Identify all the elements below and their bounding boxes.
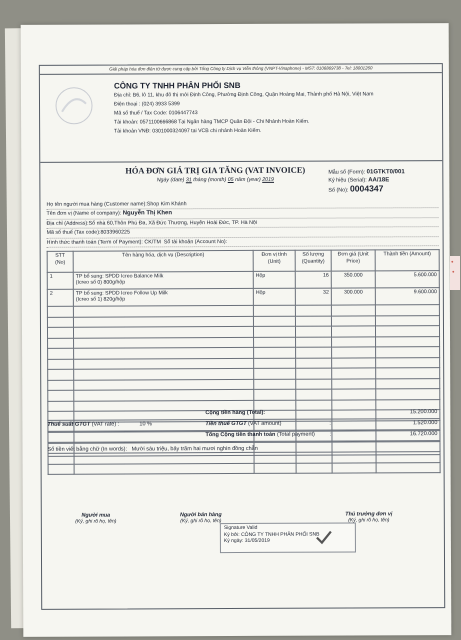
buyer-address-row: Địa chỉ (Address):Số nhà 60,Thôn Phú Đa, Xã Đức Thượng, Huyện Hoài Đức, TP. Hà Nội bbox=[47, 218, 439, 229]
invoice-sheet bbox=[21, 23, 452, 637]
vat-amount-value: 1.520.000 bbox=[412, 420, 438, 427]
seller-name: CÔNG TY TNHH PHÂN PHỐI SNB bbox=[113, 80, 241, 91]
divider bbox=[40, 72, 442, 75]
buyer-info bbox=[46, 199, 438, 248]
valid-check-icon bbox=[316, 531, 332, 545]
header-amount: Thành tiền (Amount) bbox=[375, 250, 439, 271]
provider-line: Giải pháp hóa đơn điện tử được cung cấp bởi Tổng Công ty Dịch vụ Viễn thông (VNPT-Vinaphone) - MST: 0106869738 - Tel: 18001260 bbox=[109, 65, 373, 72]
subtotal-row: Cộng tiền hàng (Total): 15.200.000 bbox=[47, 409, 439, 421]
table-header-row bbox=[47, 250, 439, 273]
buyer-signature: Người mua (Ký, ghi rõ họ, tên) bbox=[75, 512, 117, 525]
company-logo-icon bbox=[52, 84, 96, 128]
row-unit: Hộp bbox=[253, 271, 295, 288]
grand-total-row: Tổng Cộng tiền thanh toán (Total payment) : 16.720.000 bbox=[47, 431, 439, 443]
row-unit-price: 300.000 bbox=[331, 288, 375, 305]
header-quantity: Số lượng (Quantity) bbox=[295, 250, 331, 271]
buyer-company-row: Tên đơn vị (Name of company): Nguyễn Thị Khen bbox=[46, 209, 438, 220]
buyer-customer-row: Họ tên người mua hàng (Customer name):Shop Kim Khánh bbox=[46, 199, 438, 210]
row-no: 1 bbox=[47, 272, 73, 289]
invoice-number: 0004347 bbox=[349, 183, 384, 194]
buyer-payment-row: Hình thức thanh toán (Term of Payment): CK/TM Số tài khoản (Account No): bbox=[47, 237, 439, 248]
header-no: STT (No) bbox=[47, 251, 73, 272]
seller-phone-row: Điện thoại : (024) 3933 5399 bbox=[114, 101, 180, 108]
seller-tax-row: Mã số thuế / Tax Code: 0106447743 bbox=[114, 109, 198, 117]
header-description: Tên hàng hóa, dịch vụ (Description) bbox=[73, 250, 253, 272]
in-words-value: Mười sáu triệu, bảy trăm hai mươi nghìn đồng chẵn bbox=[131, 445, 258, 453]
header-unit-price: Đơn giá (Unit Price) bbox=[331, 250, 375, 271]
row-no: 2 bbox=[47, 289, 73, 306]
row-amount: 9.600.000 bbox=[375, 288, 439, 305]
row-quantity: 32 bbox=[295, 288, 331, 305]
in-words-row: Số tiền viết bằng chữ (In words): Mười sáu triệu, bảy trăm hai mươi nghìn đồng chẵn bbox=[48, 445, 440, 457]
divider bbox=[40, 160, 442, 163]
table-row-empty bbox=[48, 462, 440, 474]
invoice-title-block bbox=[120, 166, 310, 184]
invoice-date: Ngày (date) 31 tháng (month) 05 năm (year) 2019 bbox=[156, 176, 275, 184]
row-description: TP bổ sung: SPDD Icreo Balance Milk (Icreo số 0) 800g/hộp bbox=[73, 271, 253, 289]
serial-code: AA/18E bbox=[368, 177, 390, 184]
header-unit: Đơn vị tính (Unit) bbox=[253, 250, 295, 271]
seller-signature: Người bán hàng (Ký, ghi rõ họ, tên) bbox=[179, 512, 222, 525]
invoice-serial-block: Mẫu số (Form): 01GTKT0/001 Ký hiệu (Serial): AA/18E Số (No): 0004347 bbox=[328, 169, 405, 194]
digital-signature-stamp: Signature Valid Ký bởi: CÔNG TY TNHH PHÂN PHỐI SNB Ký ngày: 31/05/2019 bbox=[220, 522, 356, 553]
seller-account2-row: Tài khoản VNĐ: 0301000324097 tại VCB chi nhánh Hoàn Kiếm. bbox=[114, 127, 262, 135]
form-code: 01GTKT0/001 bbox=[366, 169, 405, 176]
head-signature: Thủ trưởng đơn vị (Ký, ghi rõ họ, tên) bbox=[345, 511, 393, 524]
table-row bbox=[47, 271, 439, 290]
row-description: TP bổ sung: SPDD Icreo Follow Up Milk (Icreo số 1) 820g/hộp bbox=[73, 288, 253, 306]
subtotal-value: 15.200.000 bbox=[409, 409, 438, 416]
seller-info bbox=[114, 80, 374, 136]
row-unit-price: 350.000 bbox=[331, 271, 375, 288]
invoice-title: HÓA ĐƠN GIÁ TRỊ GIA TĂNG (VAT INVOICE) bbox=[125, 165, 306, 176]
invoice-frame bbox=[39, 63, 445, 610]
table-row bbox=[47, 288, 439, 307]
side-note-paper: ᐩ ᐩ bbox=[450, 256, 460, 290]
signature-area bbox=[48, 511, 440, 525]
seller-address-row: Địa chỉ: B6, lô 11, khu đô thị mới Định Công, Phường Định Công, Quận Hoàng Mai, Thành phố Hà Nội, Việt Nam bbox=[113, 91, 374, 99]
vat-row: Thuế suất GTGT (VAT rate) : 10 % Tiền thuế GTGT (VAT amount) : 1.520.000 bbox=[47, 420, 439, 432]
buyer-tax-row: Mã số thuế (Tax code):8033960225 bbox=[47, 227, 439, 238]
grand-total-value: 16.720.000 bbox=[409, 431, 438, 438]
row-unit: Hộp bbox=[253, 288, 295, 305]
vat-rate-value: 10 % bbox=[139, 421, 152, 428]
row-quantity: 16 bbox=[295, 271, 331, 288]
seller-account1-row: Tài khoản: 0571100666868 Tại Ngân hàng TMCP Quân Đội - Chi Nhánh Hoàn Kiếm. bbox=[114, 118, 310, 126]
row-amount: 5.600.000 bbox=[375, 271, 439, 288]
